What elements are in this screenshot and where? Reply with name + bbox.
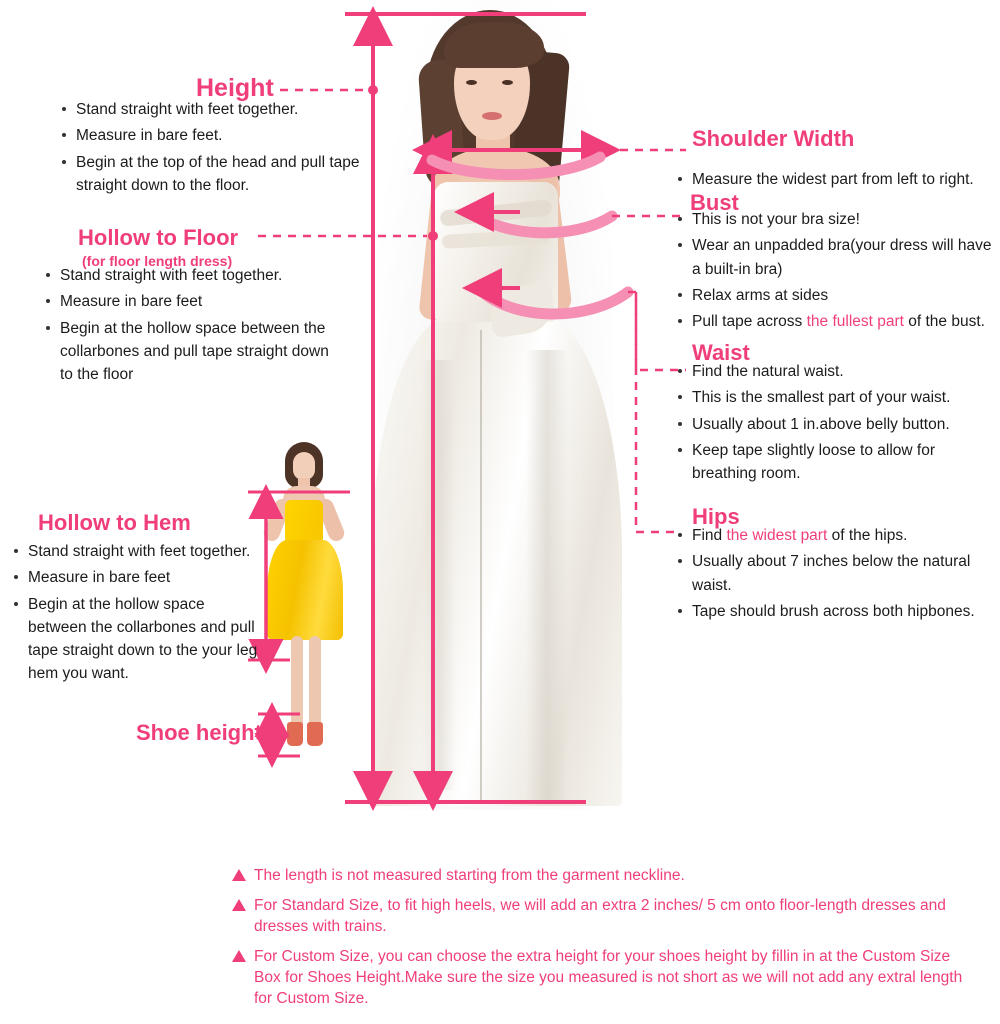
- height-heading: Height: [196, 74, 274, 102]
- mini-shoe-right: [307, 722, 323, 746]
- warning-triangle-icon: [232, 869, 246, 881]
- list-item: Measure in bare feet.: [60, 124, 360, 147]
- hips-first-prefix: Find: [692, 527, 727, 544]
- eye-left: [466, 80, 477, 85]
- shoe-height-section: [136, 720, 262, 746]
- eye-right: [502, 80, 513, 85]
- hips-first-highlight: the widest part: [726, 527, 828, 544]
- list-item: Find the natural waist.: [676, 360, 996, 383]
- list-item-bust-fullest: [676, 310, 996, 333]
- hollow-to-floor-heading: Hollow to Floor: [78, 225, 239, 250]
- waist-heading: Waist: [692, 340, 750, 365]
- shoe-height-heading: Shoe height: [136, 720, 262, 745]
- list-item: Wear an unpadded bra(your dress will have a built-in bra): [676, 234, 996, 281]
- mini-face: [293, 452, 315, 480]
- warning-triangle-icon: [232, 950, 246, 962]
- list-item: This is not your bra size!: [676, 208, 996, 231]
- hips-bullets: [676, 524, 996, 626]
- note-item: [232, 947, 972, 1010]
- list-item: Relax arms at sides: [676, 284, 996, 307]
- list-item: Usually about 1 in.above belly button.: [676, 413, 996, 436]
- list-item: Usually about 7 inches below the natural waist.: [676, 550, 996, 597]
- bust-last-highlight: the fullest part: [806, 313, 904, 330]
- list-item: Tape should brush across both hipbones.: [676, 600, 996, 623]
- note-item: [232, 866, 972, 887]
- list-item: Measure the widest part from left to right.: [676, 168, 996, 191]
- hollow-to-hem-section: [38, 510, 191, 536]
- dress-skirt: [372, 316, 622, 806]
- warning-triangle-icon: [232, 899, 246, 911]
- list-item: This is the smallest part of your waist.: [676, 386, 996, 409]
- note-text: The length is not measured starting from the garment neckline.: [254, 867, 685, 884]
- skirt-seam: [480, 330, 482, 800]
- list-item-hips-widest: [676, 524, 996, 547]
- hollow-to-hem-heading: Hollow to Hem: [38, 510, 191, 535]
- list-item: Measure in bare feet: [44, 290, 344, 313]
- list-item: Keep tape slightly loose to allow for breathing room.: [676, 439, 996, 486]
- list-item: Begin at the hollow space between the collarbones and pull tape straight down to the floor: [44, 317, 344, 387]
- note-item: [232, 896, 972, 938]
- bust-bullets: [676, 208, 996, 336]
- bust-last-suffix: of the bust.: [903, 313, 985, 330]
- bust-last-prefix: Pull tape across: [692, 313, 807, 330]
- list-item: Begin at the top of the head and pull tape straight down to the floor.: [60, 151, 360, 198]
- list-item: Stand straight with feet together.: [44, 264, 344, 287]
- waist-bullets: [676, 360, 996, 488]
- hollow-to-floor-bullets: [44, 264, 344, 389]
- hair-fringe: [444, 22, 544, 68]
- height-bullets: [60, 98, 360, 200]
- hips-first-suffix: of the hips.: [827, 527, 908, 544]
- skirt-fold-right: [526, 350, 568, 800]
- skirt-fold-left: [422, 360, 456, 790]
- hollow-to-hem-bullets: [12, 540, 262, 689]
- shoulder-width-heading: Shoulder Width: [692, 126, 855, 151]
- note-text: For Standard Size, to fit high heels, we will add an extra 2 inches/ 5 cm onto floor-length dresses and dresses with trains.: [254, 896, 946, 935]
- bust-heading: Bust: [690, 190, 739, 215]
- list-item: Begin at the hollow space between the collarbones and pull tape straight down to the your leg hem you want.: [12, 593, 262, 686]
- list-item: Stand straight with feet together.: [60, 98, 360, 121]
- list-item: Measure in bare feet: [12, 566, 262, 589]
- note-text: For Custom Size, you can choose the extra height for your shoes height by fillin in at the Custom Size Box for Shoes Height.Make sure the size you measured is not short as we will not add any extral length for Custom Size.: [254, 947, 963, 1007]
- bride-illustration: [330, 0, 660, 810]
- lips: [482, 112, 502, 120]
- hollow-to-floor-section: [78, 225, 238, 269]
- mini-leg-right: [309, 636, 321, 728]
- mini-leg-left: [291, 636, 303, 728]
- hollow-to-floor-subheading: (for floor length dress): [82, 253, 233, 269]
- short-dress-illustration: [255, 440, 355, 760]
- mini-dress-skirt: [267, 540, 343, 640]
- hips-heading: Hips: [692, 504, 740, 529]
- mini-shoe-left: [287, 722, 303, 746]
- shoulder-width-section: [692, 126, 854, 152]
- list-item: Stand straight with feet together.: [12, 540, 262, 563]
- mini-dress-bodice: [285, 500, 323, 544]
- footer-notes: [232, 866, 972, 1019]
